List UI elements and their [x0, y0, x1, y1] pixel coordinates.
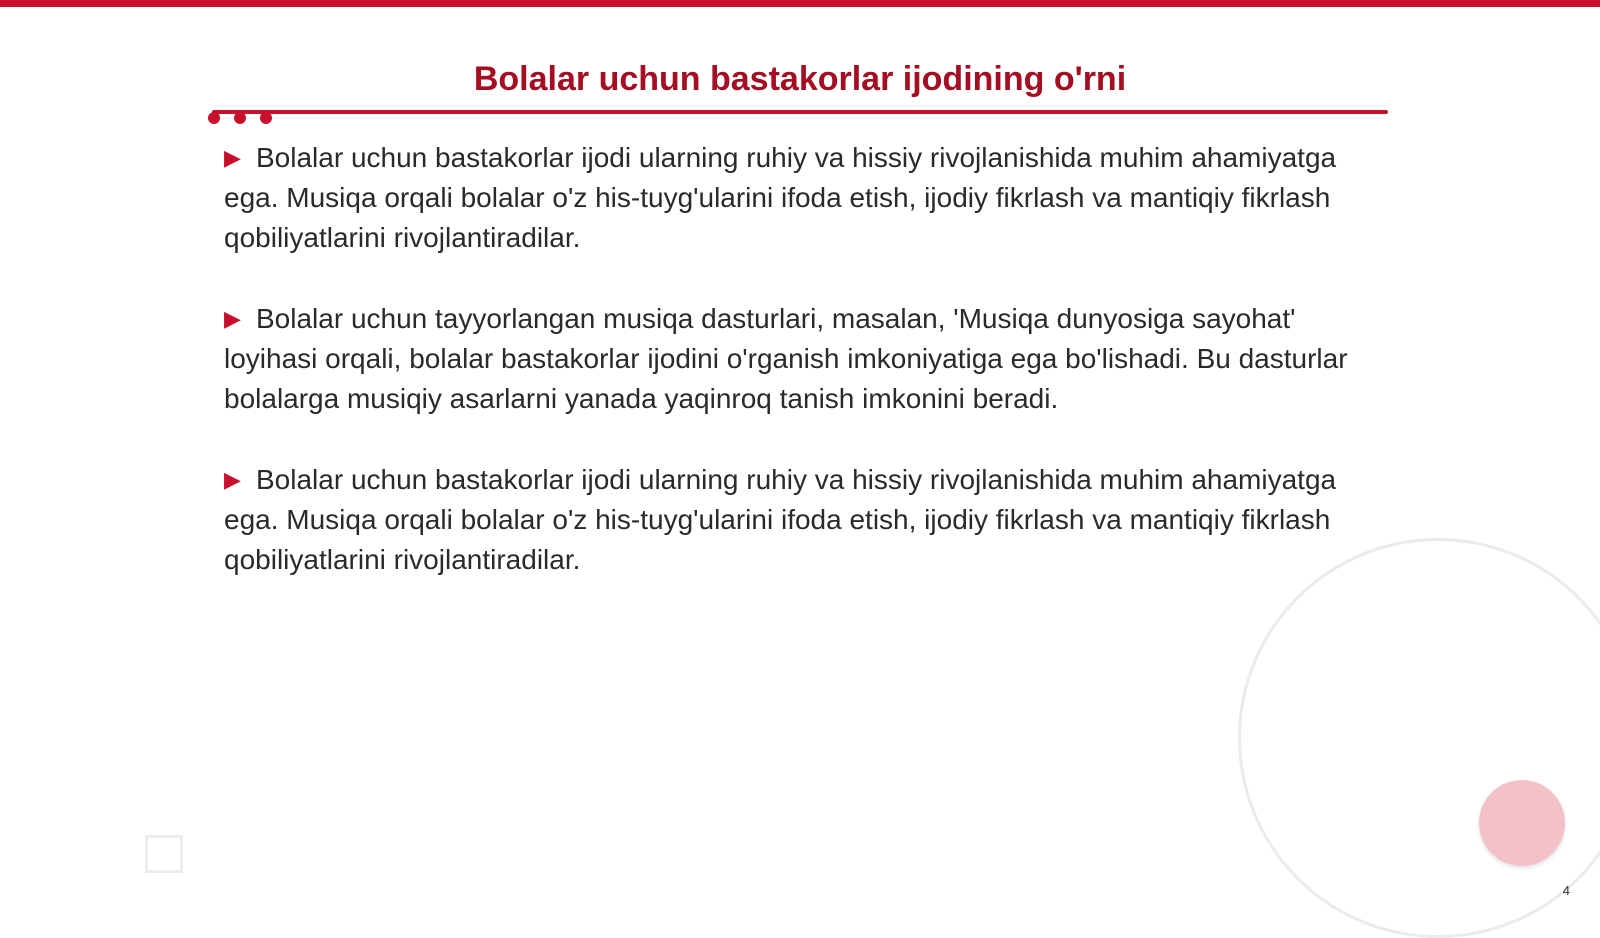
bullet-item: [224, 138, 1364, 258]
decorative-pink-circle: [1479, 780, 1565, 866]
bullet-text: Bolalar uchun bastakorlar ijodi ularning ruhiy va hissiy rivojlanishida muhim ahamiyatga ega. Musiqa orqali bolalar o'z his-tuyg'ularini ifoda etish, ijodiy fikrlash va mantiqiy fikrlash qobiliyatlarini rivojlantiradilar.: [224, 142, 1337, 253]
bullet-list: [224, 138, 1364, 621]
triangle-bullet-icon: ▶: [224, 467, 241, 492]
title-dot-1: [208, 112, 220, 124]
title-underline: [212, 110, 1388, 114]
bullet-text: Bolalar uchun bastakorlar ijodi ularning ruhiy va hissiy rivojlanishida muhim ahamiyatga ega. Musiqa orqali bolalar o'z his-tuyg'ularini ifoda etish, ijodiy fikrlash va mantiqiy fikrlash qobiliyatlarini rivojlantiradilar.: [224, 464, 1337, 575]
triangle-bullet-icon: ▶: [224, 145, 241, 170]
title-dot-2: [234, 112, 246, 124]
slide-title: Bolalar uchun bastakorlar ijodining o'rni: [473, 60, 1127, 98]
bullet-item: [224, 299, 1364, 419]
triangle-bullet-icon: ▶: [224, 306, 241, 331]
bullet-item: [224, 460, 1364, 580]
decorative-square: [145, 835, 183, 873]
title-dot-3: [260, 112, 272, 124]
slide-number: 4: [1562, 883, 1570, 898]
bullet-text: Bolalar uchun tayyorlangan musiqa dasturlari, masalan, 'Musiqa dunyosiga sayohat' loyihasi orqali, bolalar bastakorlar ijodini o'rganish imkoniyatiga ega bo'lishadi. Bu dasturlar bolalarga musiqiy asarlarni yanada yaqinroq tanish imkonini beradi.: [224, 303, 1348, 414]
top-accent-bar: [0, 0, 1600, 7]
